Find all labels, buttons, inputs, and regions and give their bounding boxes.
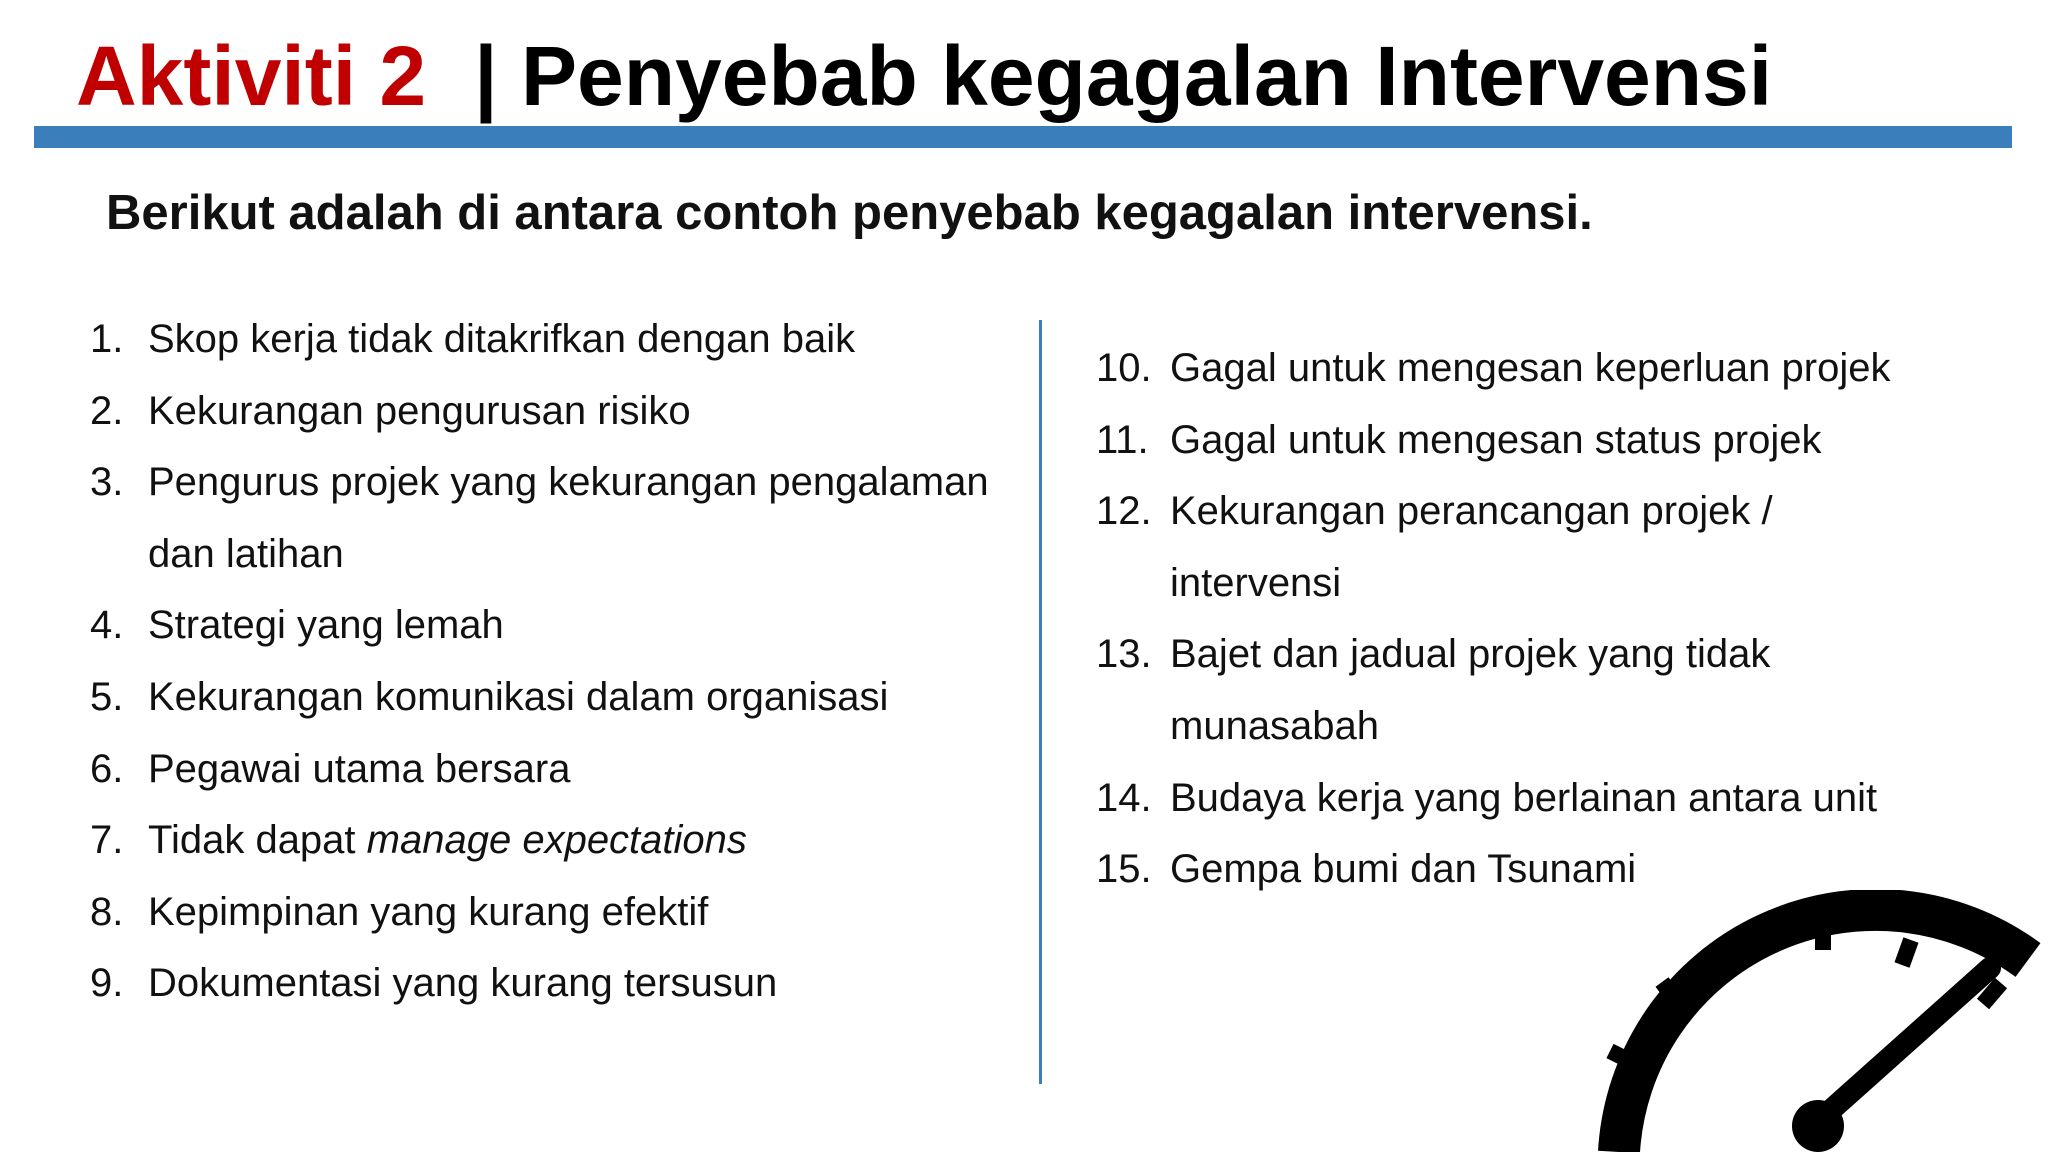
item-text-plain: Tidak dapat [148, 818, 367, 863]
list-item [1096, 333, 1890, 405]
item-number: 9. [90, 961, 124, 1006]
item-text: Gagal untuk mengesan keperluan projek [1170, 346, 1891, 390]
list-item [90, 447, 989, 590]
list-item [1096, 619, 1890, 762]
item-number: 4. [90, 603, 124, 648]
item-text: Gempa bumi dan Tsunami [1170, 847, 1637, 892]
item-number: 12. [1096, 489, 1152, 534]
item-number: 2. [90, 388, 124, 433]
list-item [90, 948, 989, 1020]
item-number: 15. [1096, 847, 1152, 892]
item-number: 7. [90, 818, 124, 863]
list-item [90, 734, 989, 806]
item-text-continued: dan latihan [148, 531, 344, 576]
list-item [90, 662, 989, 734]
list-item [90, 376, 989, 448]
slide-title [76, 26, 1772, 126]
item-number: 10. [1096, 346, 1152, 390]
item-text: Budaya kerja yang berlainan antara unit [1170, 775, 1878, 820]
page-title: | Penyebab kegagalan Intervensi [474, 29, 1773, 123]
item-text: Kekurangan komunikasi dalam organisasi [148, 674, 889, 719]
item-text: Kekurangan pengurusan risiko [148, 388, 691, 433]
list-item [90, 805, 989, 877]
list-item [1096, 476, 1890, 619]
item-number: 1. [90, 317, 124, 361]
title-underline-bar [34, 126, 2012, 148]
list-item [90, 877, 989, 949]
item-number: 6. [90, 746, 124, 791]
list-item [90, 590, 989, 662]
item-text-continued: intervensi [1170, 560, 1342, 605]
item-text: Pengurus projek yang kekurangan pengalaman [148, 460, 989, 505]
activity-label: Aktiviti 2 [76, 29, 427, 123]
item-text [148, 805, 989, 877]
item-number: 5. [90, 674, 124, 719]
list-item [1096, 405, 1890, 477]
intro-text: Berikut adalah di antara contoh penyebab kegagalan intervensi. [106, 186, 1593, 240]
column-divider [1039, 320, 1042, 1084]
item-number: 13. [1096, 632, 1152, 677]
list-item [1096, 763, 1890, 835]
causes-list-left [90, 304, 989, 1020]
item-text: Kekurangan perancangan projek / [1170, 489, 1773, 534]
item-text: Gagal untuk mengesan status projek [1170, 417, 1822, 462]
item-text-continued: munasabah [1170, 703, 1380, 748]
item-text: Dokumentasi yang kurang tersusun [148, 961, 778, 1006]
item-number: 14. [1096, 775, 1152, 820]
item-text: Bajet dan jadual projek yang tidak [1170, 632, 1771, 677]
item-number: 11. [1096, 417, 1149, 462]
speedometer-icon [1596, 890, 2048, 1152]
item-text: Pegawai utama bersara [148, 746, 571, 791]
item-number: 3. [90, 460, 124, 505]
item-number: 8. [90, 889, 124, 934]
list-item [90, 304, 989, 376]
item-text: Strategi yang lemah [148, 603, 504, 648]
item-text: Kepimpinan yang kurang efektif [148, 889, 709, 934]
causes-list-right [1096, 333, 1890, 906]
item-text: Skop kerja tidak ditakrifkan dengan baik [148, 317, 856, 361]
item-text-italic: manage expectations [366, 818, 747, 863]
